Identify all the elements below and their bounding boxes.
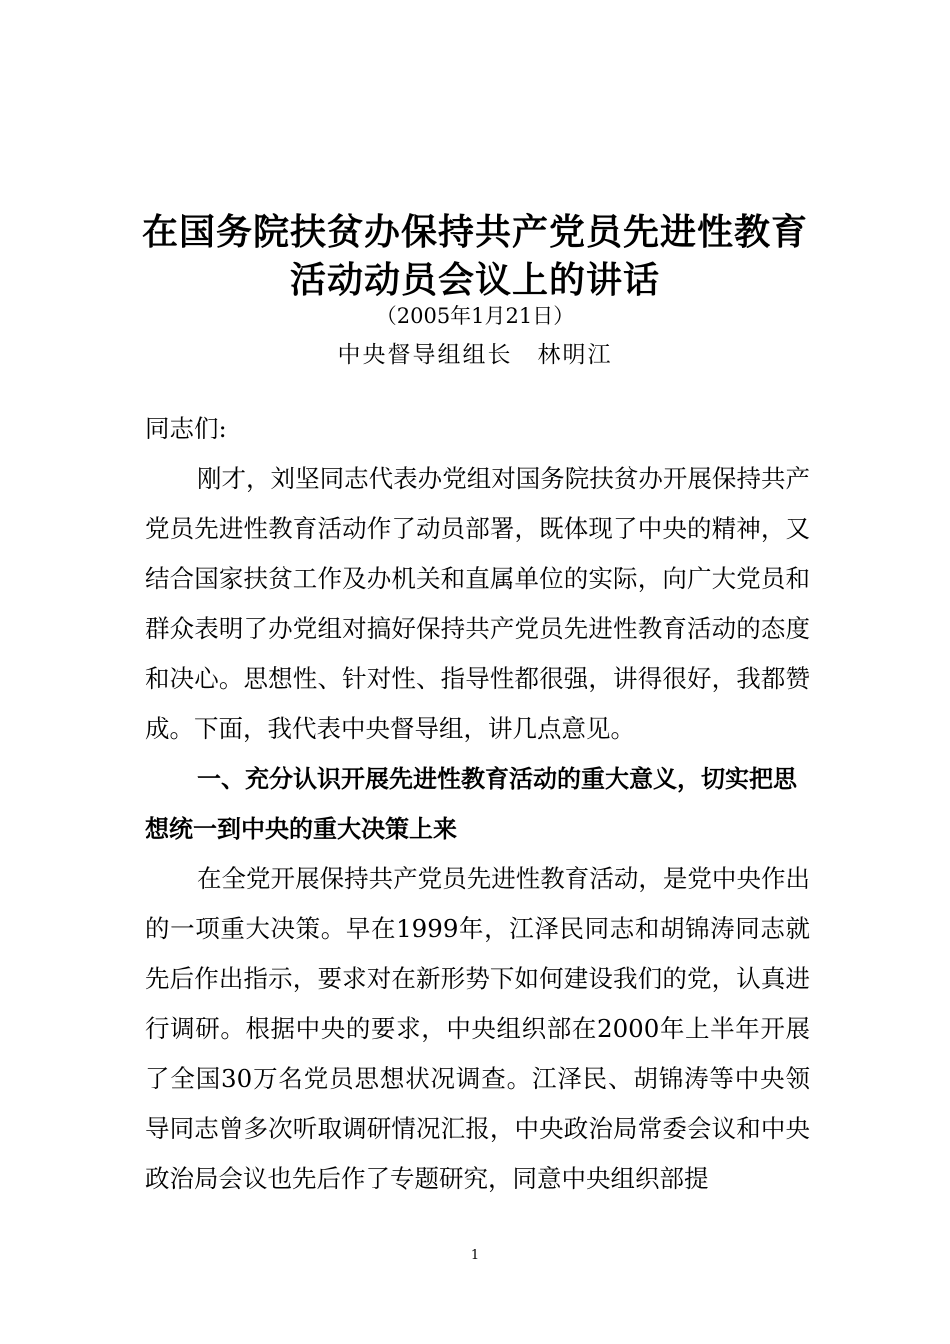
document-title-line1: 在国务院扶贫办保持共产党员先进性教育 bbox=[141, 212, 808, 253]
paragraph-1: 刚才，刘坚同志代表办党组对国务院扶贫办开展保持共产党员先进性教育活动作了动员部署，既体现了中央的精神，又结合国家扶贫工作及办机关和直属单位的实际，向广大党员和群众表明了办党组对搞好保持共产党员先进性教育活动的态度和决心。思想性、针对性、指导性都很强，讲得很好，我都赞成。下面，我代表中央督导组，讲几点意见。 bbox=[145, 464, 810, 743]
section-1-heading: 一、充分认识开展先进性教育活动的重大意义，切实把思想统一到中央的重大决策上来 bbox=[145, 765, 797, 843]
speech-date: （2005年1月21日） bbox=[375, 304, 575, 328]
greeting: 同志们: bbox=[145, 414, 227, 443]
paragraph-2: 在全党开展保持共产党员先进性教育活动，是党中央作出的一项重大决策。早在1999年，江泽民同志和胡锦涛同志就先后作出指示，要求对在新形势下如何建设我们的党，认真进行调研。根据中央的要求，中央组织部在2000年上半年开展了全国30万名党员思想状况调查。江泽民、胡锦涛等中央领导同志曾多次听取调研情况汇报，中央政治局常委会议和中央政治局会议也先后作了专题研究，同意中央组织部提 bbox=[145, 864, 810, 1193]
speaker-line: 中央督导组组长 林明江 bbox=[337, 342, 613, 368]
document-title-line2: 活动动员会议上的讲话 bbox=[289, 260, 660, 301]
page-number: 1 bbox=[470, 1248, 480, 1263]
